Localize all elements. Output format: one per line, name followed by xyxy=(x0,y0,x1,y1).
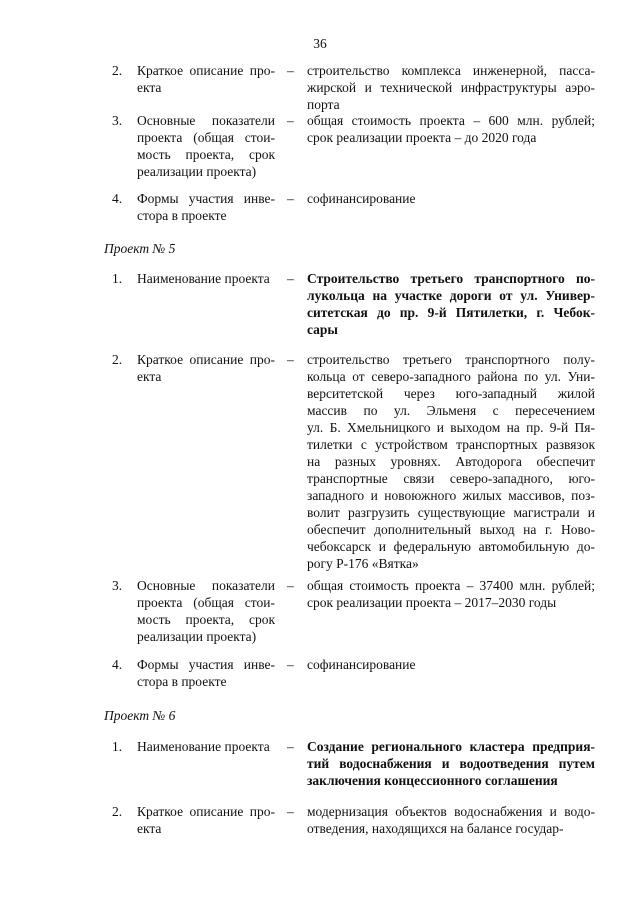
row-dash: – xyxy=(287,352,294,367)
row-dash: – xyxy=(287,804,294,819)
row-number: 3. xyxy=(112,578,123,593)
row-label: Краткое описание про- екта xyxy=(137,352,275,384)
row-value: софинансирование xyxy=(307,191,416,206)
row-value: софинансирование xyxy=(307,657,416,672)
row-number: 2. xyxy=(112,804,123,819)
row-dash: – xyxy=(287,578,294,593)
row-dash: – xyxy=(287,191,294,206)
row-dash: – xyxy=(287,113,294,128)
row-label: Формы участия инве- стора в проекте xyxy=(137,657,275,689)
row-value: модернизация объектов водоснабжения и водо- отведения, находящихся на балансе государ- xyxy=(307,804,595,836)
row-number: 1. xyxy=(112,739,123,754)
project-title: Создание регионального кластера предприя- тий водоснабжения и водоотведения путем заключения концессионного соглашения xyxy=(307,739,595,788)
row-number: 3. xyxy=(112,113,123,128)
row-label: Краткое описание про- екта xyxy=(137,804,275,836)
row-dash: – xyxy=(287,657,294,672)
row-label: Наименование проекта xyxy=(137,271,270,286)
project-title: Строительство третьего транспортного по- лукольца на участке дороги от ул. Универ- ситетская до пр. 9-й Пятилетки, г. Чебок- сары xyxy=(307,271,595,337)
row-value: строительство третьего транспортного полу- кольца от северо-западного района по ул. Уни- верситетской через юго-западный жилой массив по ул. Эльменя с пересечением ул. Б. Хмельницкого и выходом на пр. 9-й Пя- тилетки с устройством транспортных развязок на разных уровнях. Автодорога обеспечит транспортные связи северо-западного, юго- западного и новоюжного жилых массивов, поз- волит разгрузить существующие магистрали и обеспечит дополнительный выход на г. Ново- чебоксарск и федеральную автомобильную до- рогу Р-176 «Вятка» xyxy=(307,352,595,571)
row-value: общая стоимость проекта – 37400 млн. рублей; срок реализации проекта – 2017–2030 годы xyxy=(307,578,595,610)
project-heading: Проект № 5 xyxy=(104,241,176,256)
row-label: Формы участия инве- стора в проекте xyxy=(137,191,275,223)
page-number: 36 xyxy=(313,36,327,51)
row-label: Краткое описание про- екта xyxy=(137,63,275,95)
row-number: 2. xyxy=(112,352,123,367)
row-number: 1. xyxy=(112,271,123,286)
row-dash: – xyxy=(287,739,294,754)
row-label: Основные показатели проекта (общая стои- мость проекта, срок реализации проекта) xyxy=(137,113,275,179)
row-label: Основные показатели проекта (общая стои- мость проекта, срок реализации проекта) xyxy=(137,578,275,644)
project-heading: Проект № 6 xyxy=(104,708,176,723)
row-dash: – xyxy=(287,271,294,286)
row-dash: – xyxy=(287,63,294,78)
row-value: общая стоимость проекта – 600 млн. рублей; срок реализации проекта – до 2020 года xyxy=(307,113,595,145)
row-number: 2. xyxy=(112,63,123,78)
row-label: Наименование проекта xyxy=(137,739,270,754)
row-number: 4. xyxy=(112,191,123,206)
row-number: 4. xyxy=(112,657,123,672)
row-value: строительство комплекса инженерной, пасса- жирской и технической инфраструктуры аэро- порта xyxy=(307,63,595,112)
